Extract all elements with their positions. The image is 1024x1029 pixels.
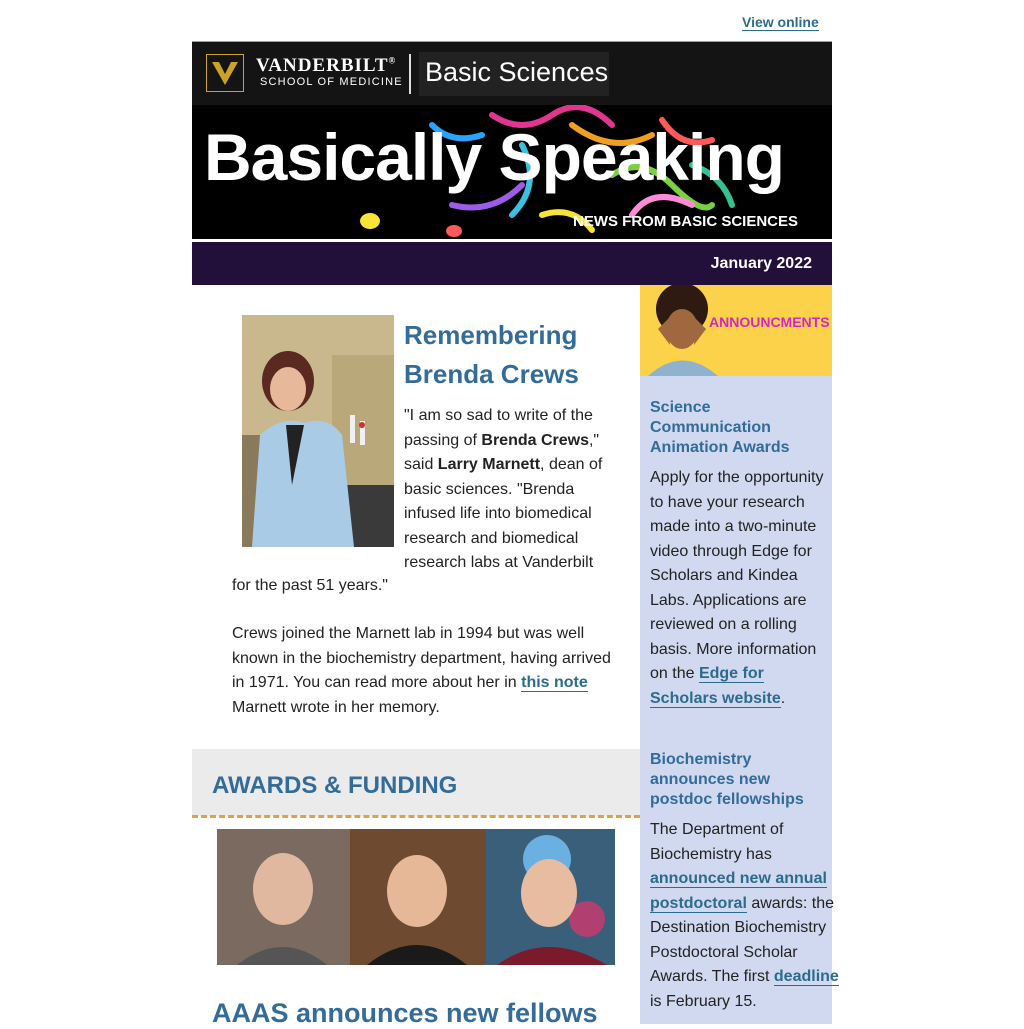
- aaas-story-title: AAAS announces new fellows: [212, 998, 598, 1028]
- announcements-banner: [640, 285, 832, 376]
- brand-bar: [192, 41, 832, 106]
- story-paragraph-1: "I am so sad to write of the passing of Brenda Crews," said Larry Marnett, dean of basic sciences. "Brenda infused life into biomedical research and biomedical research labs at Vanderbilt: [404, 407, 603, 571]
- issue-date: January 2022: [710, 255, 812, 272]
- brand-name: VANDERBILT®: [256, 55, 397, 76]
- brand-subtitle: SCHOOL OF MEDICINE: [260, 76, 403, 88]
- sidebar-item-title: Biochemistry announces new postdoc fellowships: [650, 751, 804, 808]
- vanderbilt-logo-icon: [206, 54, 244, 92]
- fellows-photo-strip: [217, 829, 615, 965]
- story-paragraph-2: Crews joined the Marnett lab in 1994 but was well known in the biochemistry department, having arrived in 1971. You can read more about her in this note Marnett wrote in her memory.: [232, 625, 611, 716]
- hero-banner: [192, 105, 832, 239]
- sidebar-item-text: Apply for the opportunity to have your research made into a two-minute video through Edge for Scholars and Kindea Labs. Applications are reviewed on a rolling basis. More information on the Edge for Scholars website.: [650, 469, 824, 707]
- story-title: Remembering Brenda Crews: [404, 320, 579, 389]
- edge-for-scholars-link[interactable]: Edge for Scholars website: [650, 665, 781, 707]
- newsletter-title: Basically Speaking: [204, 120, 784, 194]
- view-online-link[interactable]: View online: [742, 14, 819, 30]
- department-name: Basic Sciences: [425, 57, 609, 87]
- sidebar-item-text: The Department of Biochemistry has announced new annual postdoctoral awards: the Destination Biochemistry Postdoctoral Scholar Awards. The first deadline is February 15.: [650, 821, 839, 1010]
- awards-heading: AWARDS & FUNDING: [212, 772, 458, 799]
- story-paragraph-1-continued: for the past 51 years.": [232, 577, 388, 594]
- sidebar-item-title: Science Communication Animation Awards: [650, 399, 790, 456]
- announcements-label: ANNOUNCMENTS: [709, 314, 830, 330]
- postdoctoral-awards-link[interactable]: announced new annual postdoctoral: [650, 870, 827, 912]
- announcer-illustration: [640, 285, 832, 376]
- brenda-crews-photo: [242, 315, 394, 547]
- brand-divider: [409, 54, 411, 94]
- this-note-link[interactable]: this note: [521, 674, 588, 691]
- newsletter-tagline: NEWS FROM BASIC SCIENCES: [572, 213, 798, 230]
- deadline-link[interactable]: deadline: [773, 968, 839, 985]
- date-bar: [192, 242, 832, 285]
- section-divider: [192, 815, 640, 818]
